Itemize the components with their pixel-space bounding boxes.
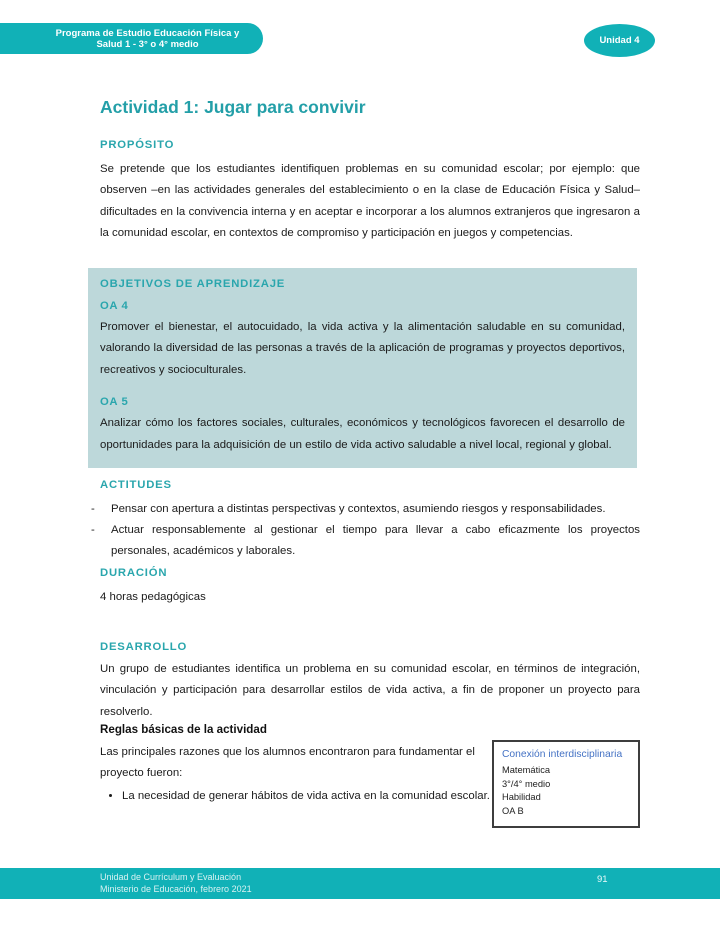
oa4-text: Promover el bienestar, el autocuidado, la vida activa y la alimentación saludable en su comunidad, valorando la diversidad de las personas a través de la aplicación de programas y proyectos deportivos, recreativos y socioculturales. xyxy=(100,321,625,376)
conexion-box-line: Matemática xyxy=(502,765,551,775)
conexion-box-line: 3°/4° medio xyxy=(502,778,551,789)
objetivos-heading: OBJETIVOS DE APRENDIZAJE xyxy=(100,278,286,290)
page-title-rest: Jugar para convivir xyxy=(199,96,366,117)
footer-credits-line2: Ministerio de Educación, febrero 2021 xyxy=(100,883,252,894)
section-desarrollo xyxy=(100,640,640,723)
footer-credits xyxy=(100,872,252,895)
actitudes-list xyxy=(100,499,640,562)
reglas-bullet-list xyxy=(100,786,490,807)
oa5-code: OA 5 xyxy=(100,396,129,409)
reglas-intro: Las principales razones que los alumnos encontraron para fundamentar el proyecto fueron: xyxy=(100,746,475,780)
actitudes-item: - Actuar responsablemente al gestionar el tiempo para llevar a cabo eficazmente los proyectos personales, académicos y laborales. xyxy=(100,520,640,562)
duracion-heading: DURACIÓN xyxy=(100,567,168,579)
header-program-pill xyxy=(0,23,263,54)
section-proposito xyxy=(100,138,640,245)
actitudes-item: - Pensar con apertura a distintas perspectivas y contextos, asumiendo riesgos y responsabilidades. xyxy=(100,499,640,520)
actitudes-heading: ACTITUDES xyxy=(100,479,172,491)
header-unit-label: Unidad 4 xyxy=(599,35,640,46)
desarrollo-heading: DESARROLLO xyxy=(100,641,188,653)
oa4-code: OA 4 xyxy=(100,300,129,312)
reglas-heading: Reglas básicas de la actividad xyxy=(100,723,267,736)
section-actitudes xyxy=(100,478,640,562)
page-title xyxy=(100,96,640,119)
conexion-box-line: Habilidad xyxy=(502,792,541,802)
proposito-heading: PROPÓSITO xyxy=(100,139,175,151)
footer-credits-line1: Unidad de Currículum y Evaluación xyxy=(100,872,242,882)
proposito-body: Se pretende que los estudiantes identifiquen problemas en su comunidad escolar; por ejemplo: que observen –en las actividades generales del establecimiento o en la clase de Educación Física y Salud– dificultades en la convivencia interna y en aceptar e incorporar a los alumnos extranjeros que ingresaron a la comunidad escolar, en contextos de compromiso y participación en juegos y competencias. xyxy=(100,163,640,240)
reglas-bullet-item: • La necesidad de generar hábitos de vida activa en la comunidad escolar. xyxy=(122,786,490,807)
duracion-body: 4 horas pedagógicas xyxy=(100,591,206,603)
oa5-text: Analizar cómo los factores sociales, culturales, económicos y tecnológicos favorecen el desarrollo de oportunidades para la adquisición de un estilo de vida activo saludable a nivel local, regional y global. xyxy=(100,417,625,451)
conexion-box-line: OA B xyxy=(502,805,524,816)
section-objetivos-box xyxy=(88,268,637,468)
conexion-box-title: Conexión interdisciplinaria xyxy=(502,749,623,760)
page-footer-bar xyxy=(0,868,720,899)
header-unit-badge xyxy=(584,24,655,57)
section-reglas xyxy=(100,722,640,816)
header-program-label: Programa de Estudio Educación Física y Salud 1 - 3° o 4° medio xyxy=(55,27,240,50)
page-title-prefix: Actividad 1: xyxy=(100,96,200,117)
section-duracion xyxy=(100,566,640,607)
conexion-interdisciplinaria-box xyxy=(492,740,640,828)
desarrollo-body: Un grupo de estudiantes identifica un problema en su comunidad escolar, en términos de integración, vinculación y participación para desarrollar estilos de vida activa, a fin de proponer un proyecto para resolverlo. xyxy=(100,663,640,718)
footer-page-number: 91 xyxy=(597,874,608,885)
